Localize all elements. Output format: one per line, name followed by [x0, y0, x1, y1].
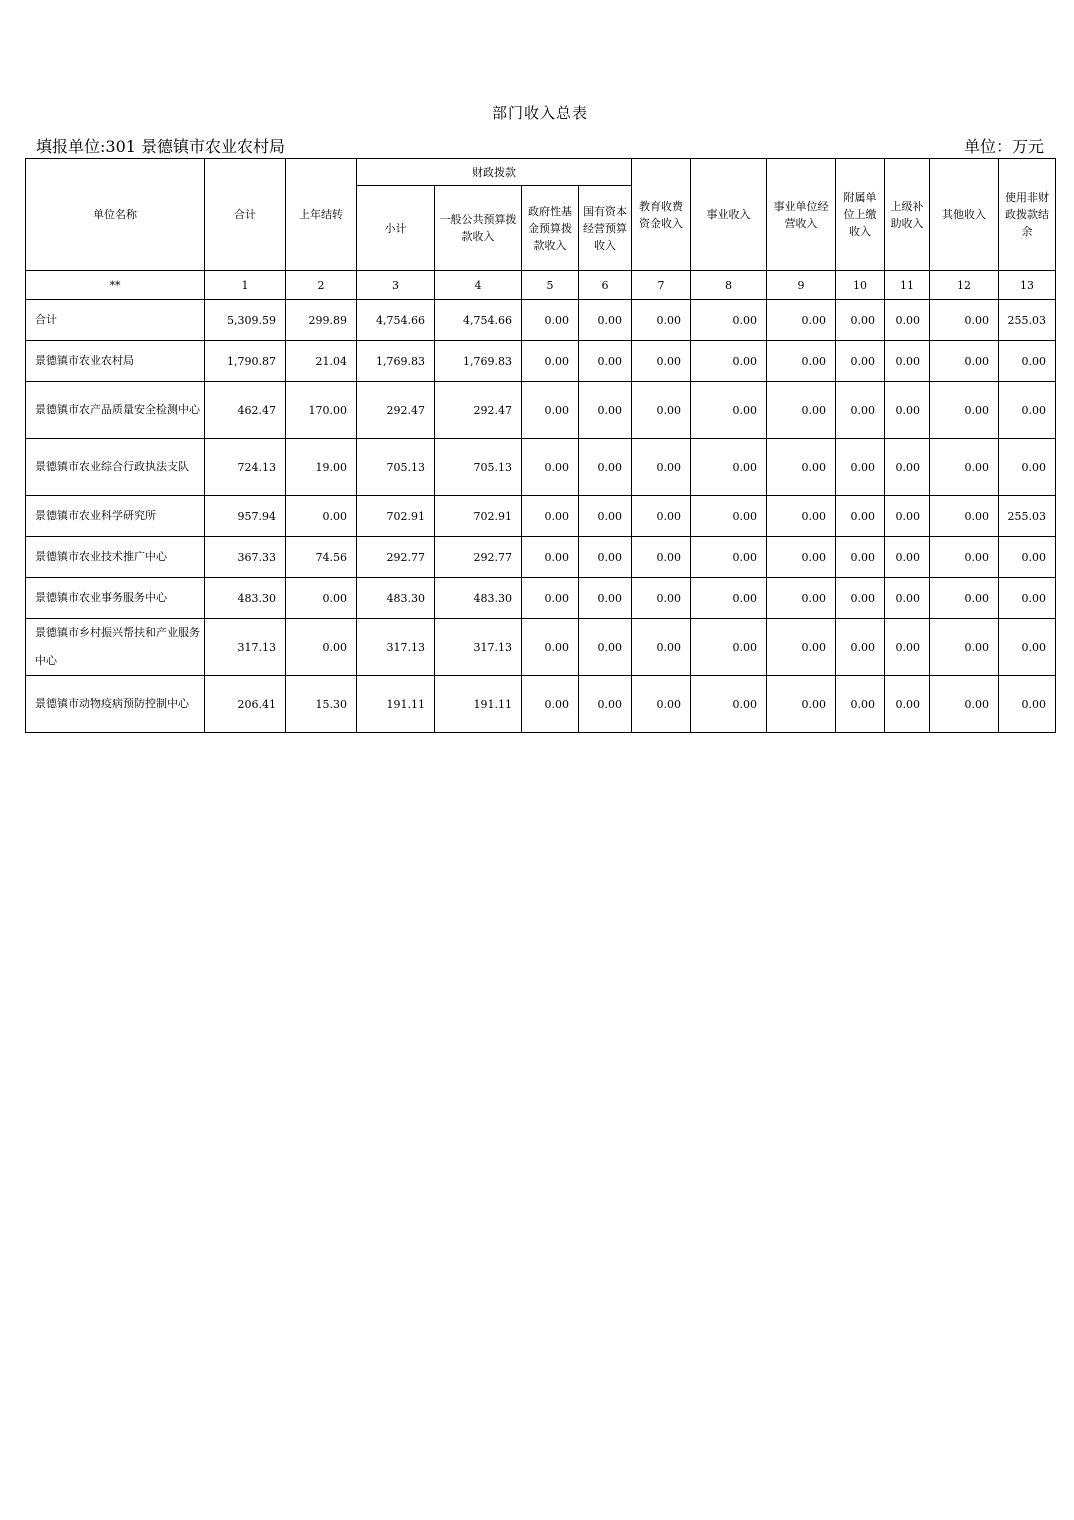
value-cell: 0.00	[930, 341, 999, 382]
value-cell: 255.03	[999, 300, 1056, 341]
value-cell: 705.13	[357, 439, 435, 496]
value-cell: 0.00	[885, 300, 930, 341]
value-cell: 74.56	[286, 537, 357, 578]
value-cell: 0.00	[767, 676, 836, 733]
value-cell: 0.00	[767, 578, 836, 619]
value-cell: 0.00	[286, 619, 357, 676]
header-unit-name: 单位名称	[26, 159, 205, 271]
header-edu-fee: 教育收费资金收入	[632, 159, 691, 271]
value-cell: 0.00	[691, 300, 767, 341]
value-cell: 724.13	[205, 439, 286, 496]
table-row	[26, 578, 1056, 619]
currency-unit: 单位：万元	[963, 137, 1044, 156]
index-cell: 5	[522, 271, 579, 300]
value-cell: 0.00	[632, 341, 691, 382]
value-cell: 191.11	[357, 676, 435, 733]
value-cell: 0.00	[579, 382, 632, 439]
unit-name-cell: 景德镇市农产品质量安全检测中心	[26, 382, 205, 439]
header-subtotal: 小计	[357, 186, 435, 271]
value-cell: 0.00	[632, 382, 691, 439]
value-cell: 4,754.66	[435, 300, 522, 341]
value-cell: 0.00	[885, 439, 930, 496]
value-cell: 1,769.83	[357, 341, 435, 382]
value-cell: 0.00	[691, 537, 767, 578]
index-row	[26, 271, 1056, 300]
table-row	[26, 300, 1056, 341]
value-cell: 0.00	[286, 578, 357, 619]
index-cell: 12	[930, 271, 999, 300]
value-cell: 292.47	[357, 382, 435, 439]
header-general-budget: 一般公共预算拨款收入	[435, 186, 522, 271]
value-cell: 0.00	[885, 619, 930, 676]
value-cell: 0.00	[999, 537, 1056, 578]
value-cell: 19.00	[286, 439, 357, 496]
value-cell: 0.00	[999, 578, 1056, 619]
index-cell: 3	[357, 271, 435, 300]
value-cell: 0.00	[836, 300, 885, 341]
unit-name-cell: 合计	[26, 300, 205, 341]
value-cell: 0.00	[632, 300, 691, 341]
table-row	[26, 496, 1056, 537]
table-row	[26, 341, 1056, 382]
value-cell: 0.00	[632, 619, 691, 676]
header-affiliated-payment: 附属单位上缴收入	[836, 159, 885, 271]
value-cell: 0.00	[836, 578, 885, 619]
value-cell: 299.89	[286, 300, 357, 341]
value-cell: 206.41	[205, 676, 286, 733]
header-carryover: 上年结转	[286, 159, 357, 271]
value-cell: 292.77	[435, 537, 522, 578]
header-other-income: 其他收入	[930, 159, 999, 271]
table-row	[26, 439, 1056, 496]
value-cell: 0.00	[999, 676, 1056, 733]
value-cell: 0.00	[579, 578, 632, 619]
value-cell: 317.13	[357, 619, 435, 676]
value-cell: 0.00	[930, 496, 999, 537]
value-cell: 0.00	[836, 619, 885, 676]
income-summary-table	[25, 158, 1056, 733]
value-cell: 0.00	[767, 439, 836, 496]
value-cell: 0.00	[632, 439, 691, 496]
value-cell: 0.00	[767, 537, 836, 578]
value-cell: 0.00	[767, 382, 836, 439]
header-career-income: 事业收入	[691, 159, 767, 271]
header-fiscal: 财政拨款	[357, 159, 632, 186]
value-cell: 702.91	[435, 496, 522, 537]
value-cell: 0.00	[930, 537, 999, 578]
value-cell: 1,769.83	[435, 341, 522, 382]
index-cell: 1	[205, 271, 286, 300]
index-cell: 2	[286, 271, 357, 300]
value-cell: 705.13	[435, 439, 522, 496]
value-cell: 0.00	[579, 676, 632, 733]
value-cell: 5,309.59	[205, 300, 286, 341]
value-cell: 0.00	[522, 676, 579, 733]
value-cell: 0.00	[836, 382, 885, 439]
value-cell: 0.00	[885, 341, 930, 382]
value-cell: 0.00	[836, 537, 885, 578]
value-cell: 0.00	[522, 341, 579, 382]
value-cell: 0.00	[767, 300, 836, 341]
header-superior-subsidy: 上级补助收入	[885, 159, 930, 271]
value-cell: 0.00	[885, 578, 930, 619]
unit-name-cell: 景德镇市农业事务服务中心	[26, 578, 205, 619]
value-cell: 0.00	[579, 300, 632, 341]
value-cell: 367.33	[205, 537, 286, 578]
value-cell: 0.00	[691, 341, 767, 382]
value-cell: 462.47	[205, 382, 286, 439]
value-cell: 292.47	[435, 382, 522, 439]
value-cell: 483.30	[357, 578, 435, 619]
value-cell: 0.00	[579, 496, 632, 537]
page-title: 部门收入总表	[491, 104, 588, 122]
value-cell: 292.77	[357, 537, 435, 578]
value-cell: 170.00	[286, 382, 357, 439]
value-cell: 0.00	[579, 537, 632, 578]
unit-name-cell: 景德镇市乡村振兴帮扶和产业服务中心	[26, 619, 205, 676]
value-cell: 0.00	[632, 676, 691, 733]
value-cell: 0.00	[522, 496, 579, 537]
table-row	[26, 382, 1056, 439]
header-total: 合计	[205, 159, 286, 271]
value-cell: 317.13	[205, 619, 286, 676]
value-cell: 4,754.66	[357, 300, 435, 341]
value-cell: 0.00	[632, 537, 691, 578]
value-cell: 0.00	[522, 537, 579, 578]
unit-name-cell: 景德镇市农业技术推广中心	[26, 537, 205, 578]
value-cell: 0.00	[999, 341, 1056, 382]
value-cell: 191.11	[435, 676, 522, 733]
value-cell: 0.00	[691, 578, 767, 619]
value-cell: 0.00	[522, 439, 579, 496]
value-cell: 0.00	[632, 578, 691, 619]
header-gov-fund: 政府性基金预算拨款收入	[522, 186, 579, 271]
unit-name-cell: 景德镇市农业科学研究所	[26, 496, 205, 537]
value-cell: 0.00	[522, 619, 579, 676]
value-cell: 0.00	[885, 676, 930, 733]
value-cell: 0.00	[767, 496, 836, 537]
value-cell: 0.00	[836, 439, 885, 496]
value-cell: 0.00	[691, 676, 767, 733]
unit-name-cell: 景德镇市农业农村局	[26, 341, 205, 382]
value-cell: 0.00	[836, 341, 885, 382]
index-cell: 9	[767, 271, 836, 300]
header-non-fiscal-balance: 使用非财政拨款结余	[999, 159, 1056, 271]
header-career-operating: 事业单位经营收入	[767, 159, 836, 271]
value-cell: 0.00	[691, 619, 767, 676]
index-cell: 7	[632, 271, 691, 300]
value-cell: 0.00	[885, 496, 930, 537]
value-cell: 0.00	[836, 676, 885, 733]
value-cell: 0.00	[999, 619, 1056, 676]
value-cell: 0.00	[522, 382, 579, 439]
value-cell: 0.00	[691, 382, 767, 439]
index-cell: 4	[435, 271, 522, 300]
index-cell: **	[26, 271, 205, 300]
index-cell: 6	[579, 271, 632, 300]
index-cell: 13	[999, 271, 1056, 300]
table-row	[26, 676, 1056, 733]
value-cell: 0.00	[836, 496, 885, 537]
value-cell: 957.94	[205, 496, 286, 537]
value-cell: 0.00	[579, 619, 632, 676]
value-cell: 255.03	[999, 496, 1056, 537]
value-cell: 15.30	[286, 676, 357, 733]
index-cell: 11	[885, 271, 930, 300]
value-cell: 0.00	[930, 619, 999, 676]
value-cell: 0.00	[930, 439, 999, 496]
value-cell: 0.00	[930, 382, 999, 439]
table-row	[26, 537, 1056, 578]
value-cell: 0.00	[885, 537, 930, 578]
value-cell: 0.00	[930, 676, 999, 733]
table-row	[26, 619, 1056, 676]
value-cell: 0.00	[691, 496, 767, 537]
value-cell: 0.00	[691, 439, 767, 496]
value-cell: 0.00	[522, 578, 579, 619]
header-state-capital: 国有资本经营预算收入	[579, 186, 632, 271]
value-cell: 0.00	[286, 496, 357, 537]
index-cell: 8	[691, 271, 767, 300]
value-cell: 0.00	[767, 341, 836, 382]
value-cell: 0.00	[522, 300, 579, 341]
value-cell: 21.04	[286, 341, 357, 382]
value-cell: 0.00	[930, 578, 999, 619]
value-cell: 0.00	[767, 619, 836, 676]
value-cell: 0.00	[930, 300, 999, 341]
index-cell: 10	[836, 271, 885, 300]
value-cell: 1,790.87	[205, 341, 286, 382]
value-cell: 0.00	[885, 382, 930, 439]
value-cell: 0.00	[632, 496, 691, 537]
value-cell: 702.91	[357, 496, 435, 537]
value-cell: 483.30	[435, 578, 522, 619]
value-cell: 0.00	[579, 341, 632, 382]
unit-name-cell: 景德镇市农业综合行政执法支队	[26, 439, 205, 496]
filler-unit: 填报单位:301 景德镇市农业农村局	[36, 137, 286, 156]
unit-name-cell: 景德镇市动物疫病预防控制中心	[26, 676, 205, 733]
value-cell: 0.00	[999, 382, 1056, 439]
value-cell: 317.13	[435, 619, 522, 676]
value-cell: 0.00	[999, 439, 1056, 496]
value-cell: 483.30	[205, 578, 286, 619]
value-cell: 0.00	[579, 439, 632, 496]
